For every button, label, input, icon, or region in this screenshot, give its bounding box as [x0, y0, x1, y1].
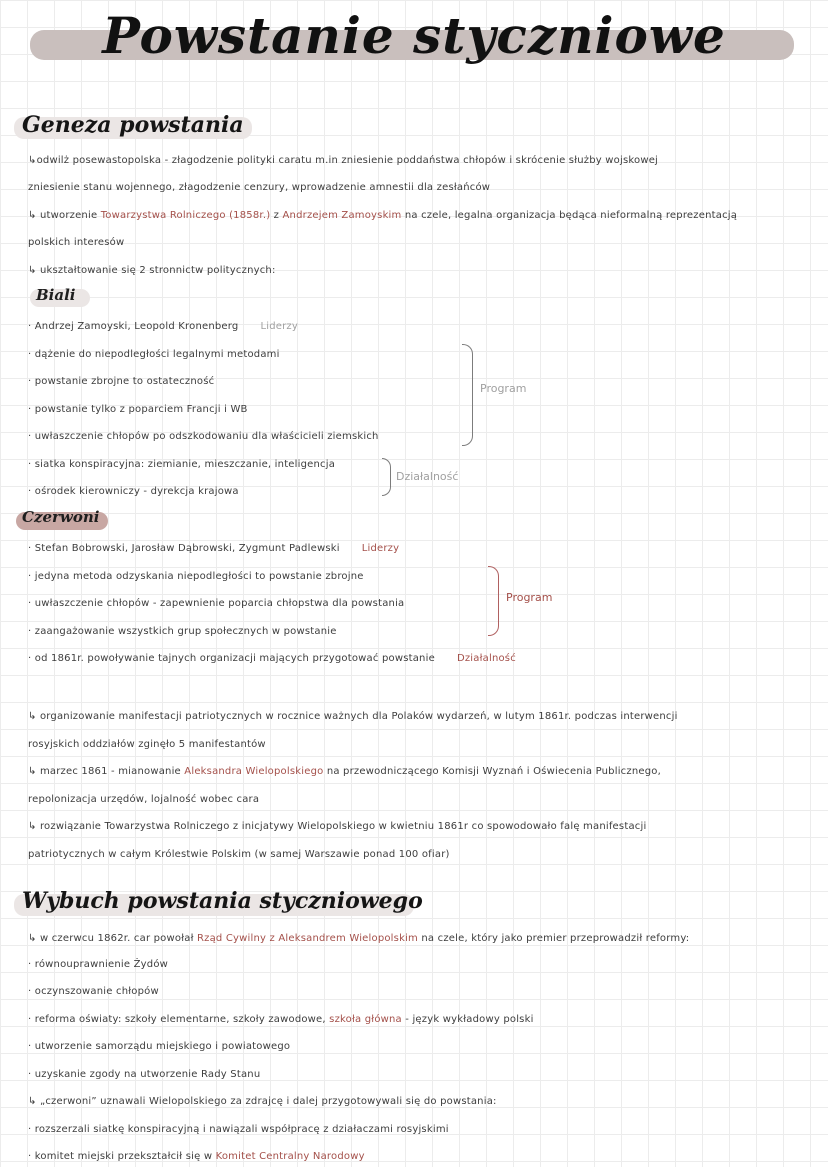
- czerwoni-program-brace: [488, 566, 499, 636]
- biali-program-brace: [462, 344, 473, 446]
- wybuch-line-2: · równouprawnienie Żydów: [28, 959, 169, 970]
- events-line-2: rosyjskich oddziałów zginęło 5 manifestantów: [28, 739, 266, 750]
- subsection-heading-biali: Biali: [36, 286, 76, 304]
- biali-activity-brace: [382, 458, 391, 496]
- wybuch-line-3: · oczynszowanie chłopów: [28, 986, 159, 997]
- biali-program-tag: Program: [480, 382, 527, 395]
- czerwoni-leaders: · Stefan Bobrowski, Jarosław Dąbrowski, Zygmunt Padlewski Liderzy: [28, 543, 400, 554]
- biali-program-1: · dążenie do niepodległości legalnymi metodami: [28, 349, 280, 360]
- biali-program-2: · powstanie zbrojne to ostateczność: [28, 376, 215, 387]
- section-heading-wybuch: Wybuch powstania styczniowego: [22, 888, 423, 914]
- wybuch-line-8: · rozszerzali siatkę konspiracyjną i nawiązali współpracę z działaczami rosyjskimi: [28, 1124, 449, 1135]
- wybuch-line-9: · komitet miejski przekształcił się w Komitet Centralny Narodowy: [28, 1151, 365, 1162]
- biali-activity-tag: Działalność: [396, 470, 459, 483]
- geneza-line-3: ↳ utworzenie Towarzystwa Rolniczego (1858r.) z Andrzejem Zamoyskim na czele, legalna organizacja będąca nieformalną reprezentacją: [28, 210, 738, 221]
- geneza-line-5: ↳ ukształtowanie się 2 stronnictw politycznych:: [28, 265, 276, 276]
- page-title: Powstanie styczniowe: [102, 6, 726, 65]
- biali-activity-2: · ośrodek kierowniczy - dyrekcja krajowa: [28, 486, 239, 497]
- czerwoni-program-1: · jedyna metoda odzyskania niepodległości to powstanie zbrojne: [28, 571, 364, 582]
- geneza-line-1: ↳odwilż posewastopolska - złagodzenie polityki caratu m.in zniesienie poddaństwa chłopów i skrócenie służby wojskowej: [28, 155, 659, 166]
- wybuch-line-7: ↳ „czerwoni” uznawali Wielopolskiego za zdrajcę i dalej przygotowywali się do powstania:: [28, 1096, 497, 1107]
- section-heading-geneza: Geneza powstania: [22, 112, 244, 138]
- biali-program-4: · uwłaszczenie chłopów po odszkodowaniu dla właścicieli ziemskich: [28, 431, 379, 442]
- wybuch-line-5: · utworzenie samorządu miejskiego i powiatowego: [28, 1041, 291, 1052]
- wybuch-line-6: · uzyskanie zgody na utworzenie Rady Stanu: [28, 1069, 261, 1080]
- czerwoni-program-3: · zaangażowanie wszystkich grup społecznych w powstanie: [28, 626, 337, 637]
- biali-activity-1: · siatka konspiracyjna: ziemianie, mieszczanie, inteligencja: [28, 459, 336, 470]
- subsection-heading-czerwoni: Czerwoni: [22, 508, 100, 526]
- events-line-5: ↳ rozwiązanie Towarzystwa Rolniczego z inicjatywy Wielopolskiego w kwietniu 1861r co spowodowało falę manifestacji: [28, 821, 647, 832]
- events-line-1: ↳ organizowanie manifestacji patriotycznych w rocznice ważnych dla Polaków wydarzeń, w lutym 1861r. podczas interwencji: [28, 711, 678, 722]
- wybuch-line-1: ↳ w czerwcu 1862r. car powołał Rząd Cywilny z Aleksandrem Wielopolskim na czele, który jako premier przeprowadził reformy:: [28, 933, 690, 944]
- biali-program-3: · powstanie tylko z poparciem Francji i WB: [28, 404, 248, 415]
- events-line-3: ↳ marzec 1861 - mianowanie Aleksandra Wielopolskiego na przewodniczącego Komisji Wyznań i Oświecenia Publicznego,: [28, 766, 661, 777]
- wybuch-line-4: · reforma oświaty: szkoły elementarne, szkoły zawodowe, szkoła główna - język wykładowy polski: [28, 1014, 534, 1025]
- czerwoni-activity: · od 1861r. powoływanie tajnych organizacji mających przygotować powstanie Działalność: [28, 653, 516, 664]
- geneza-line-4: polskich interesów: [28, 237, 125, 248]
- biali-leaders: · Andrzej Zamoyski, Leopold Kronenberg Liderzy: [28, 321, 298, 332]
- geneza-line-2: zniesienie stanu wojennego, złagodzenie cenzury, wprowadzenie amnestii dla zesłańców: [28, 182, 491, 193]
- czerwoni-program-tag: Program: [506, 591, 553, 604]
- events-line-6: patriotycznych w całym Królestwie Polskim (w samej Warszawie ponad 100 ofiar): [28, 849, 450, 860]
- events-line-4: repolonizacja urzędów, lojalność wobec cara: [28, 794, 260, 805]
- czerwoni-program-2: · uwłaszczenie chłopów - zapewnienie poparcia chłopstwa dla powstania: [28, 598, 405, 609]
